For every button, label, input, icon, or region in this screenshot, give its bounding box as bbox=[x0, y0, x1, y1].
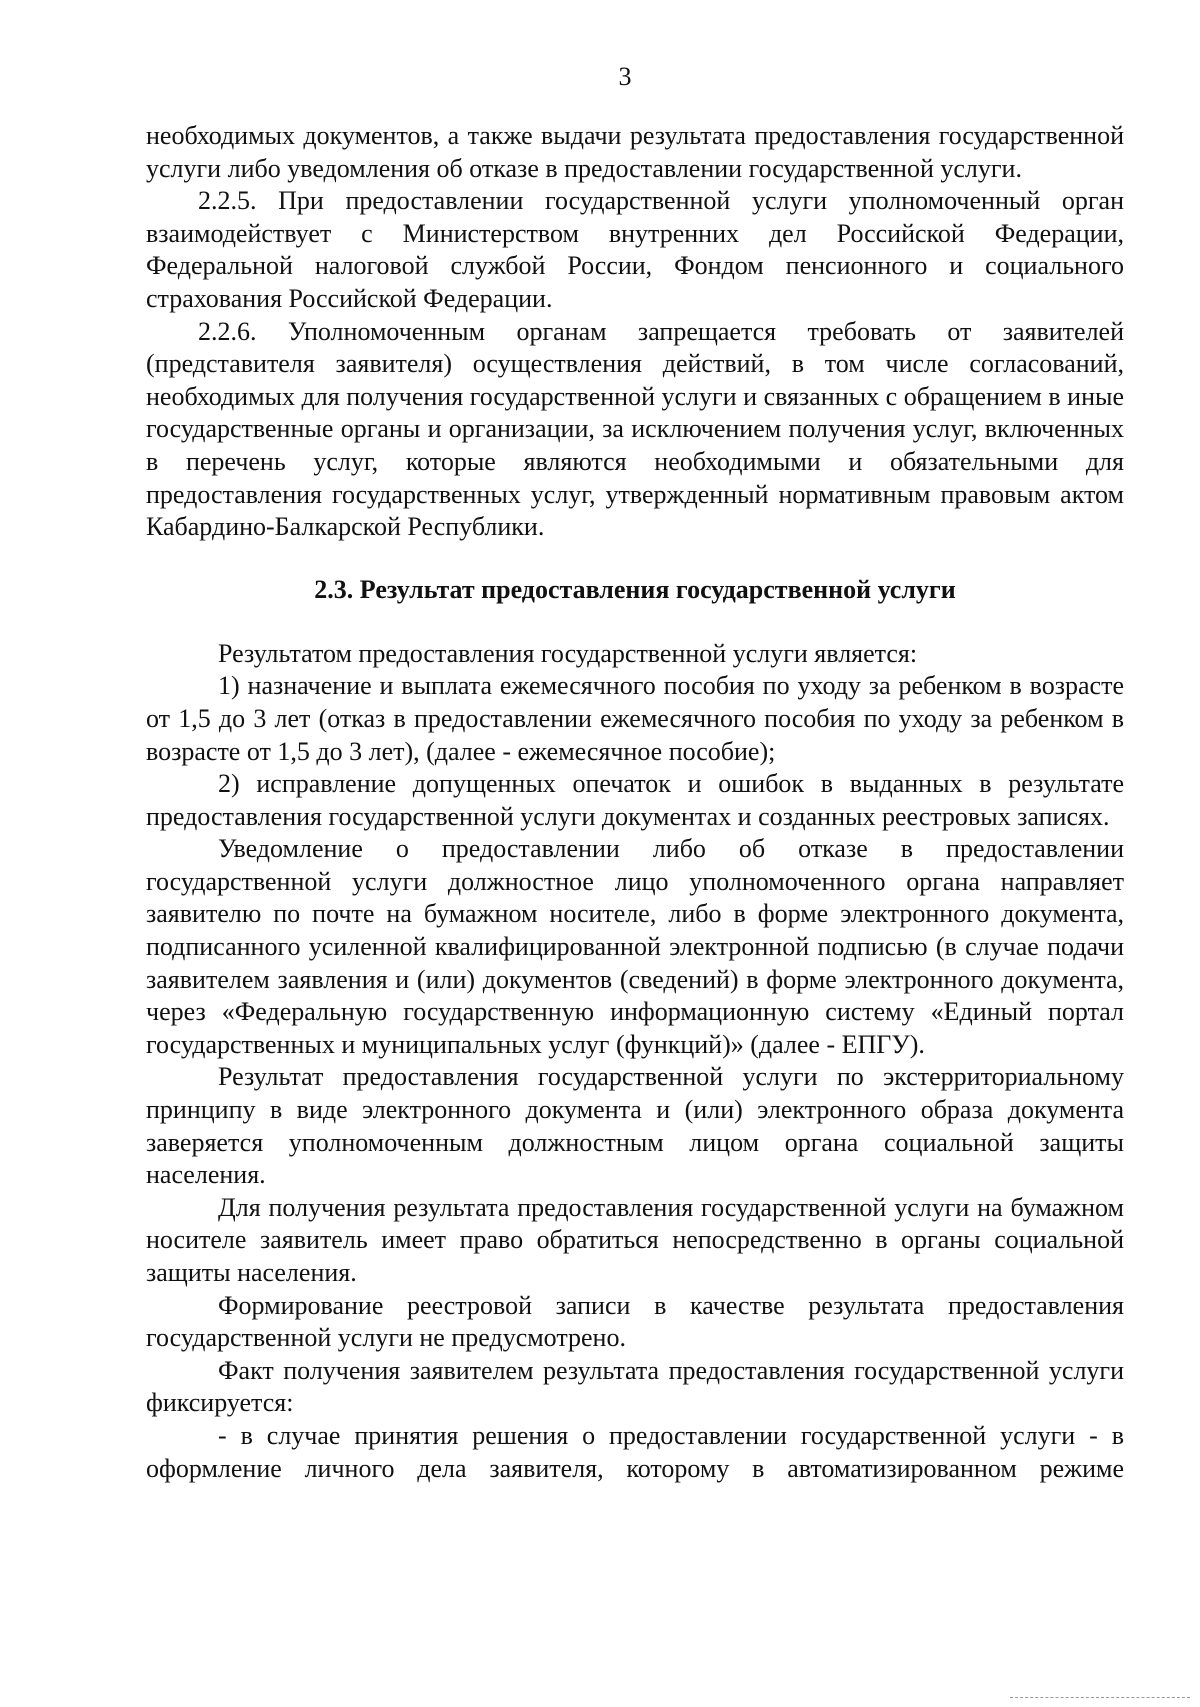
paragraph-notification: Уведомление о предоставлении либо об отказе в предоставлении государственной услуги должностное лицо уполномоченного органа направляет заявителю по почте на бумажном носителе, либо в форме электронного документа, подписанного усиленной квалифицированной электронной подписью (в случае подачи заявителем заявления и (или) документов (сведений) в форме электронного документа, через «Федеральную государственную информационную систему «Единый портал государственных и муниципальных услуг (функций)» (далее - ЕПГУ). bbox=[146, 834, 1124, 1059]
paragraph-decision-case: - в случае принятия решения о предоставлении государственной услуги - в оформление личного дела заявителя, которому в автоматизированном режиме bbox=[146, 1420, 1124, 1483]
page-number: 3 bbox=[618, 62, 632, 91]
paragraph-result-item-2: 2) исправление допущенных опечаток и ошибок в выданных в результате предоставления государственной услуги документах и созданных реестровых записях. bbox=[146, 769, 1124, 831]
paragraph-2-2-6: 2.2.6. Уполномоченным органам запрещается требовать от заявителей (представителя заявителя) осуществления действий, в том числе согласований, необходимых для получения государственной услуги и связанных с обращением в иные государственные органы и организации, за исключением получения услуг, включенных в перечень услуг, которые являются необходимыми и обязательными для предоставления государственных услуг, утвержденный нормативным правовым актом Кабардино-Балкарской Республики. bbox=[146, 316, 1124, 542]
paragraph-registry-record: Формирование реестровой записи в качестве результата предоставления государственной услуги не предусмотрено. bbox=[146, 1290, 1124, 1353]
section-heading: 2.3. Результат предоставления государственной услуги bbox=[314, 574, 956, 604]
paragraph-paper-result: Для получения результата предоставления государственной услуги на бумажном носителе заявитель имеет право обратиться непосредственно в органы социальной защиты населения. bbox=[146, 1192, 1124, 1287]
document-body bbox=[146, 120, 1124, 1485]
paragraph-result-intro: Результатом предоставления государственной услуги является: bbox=[218, 638, 918, 668]
paragraph-continuation: необходимых документов, а также выдачи результата предоставления государственной услуги либо уведомления об отказе в предоставлении государственной услуги. bbox=[146, 121, 1124, 183]
paragraph-fact-of-receipt: Факт получения заявителем результата предоставления государственной услуги фиксируется: bbox=[146, 1355, 1124, 1418]
footer-divider bbox=[1010, 1697, 1190, 1698]
paragraph-extraterritorial: Результат предоставления государственной услуги по экстерриториальному принципу в виде электронного документа и (или) электронного образа документа заверяется уполномоченным должностным лицом органа социальной защиты населения. bbox=[146, 1062, 1124, 1190]
paragraph-result-item-1: 1) назначение и выплата ежемесячного пособия по уходу за ребенком в возрасте от 1,5 до 3 лет (отказ в предоставлении ежемесячного пособия по уходу за ребенком в возрасте от 1,5 до 3 лет), (далее - ежемесячное пособие); bbox=[146, 671, 1124, 766]
paragraph-2-2-5: 2.2.5. При предоставлении государственной услуги уполномоченный орган взаимодействует с Министерством внутренних дел Российской Федерации, Федеральной налоговой службой России, Фондом пенсионного и социального страхования Российской Федерации. bbox=[146, 186, 1124, 313]
